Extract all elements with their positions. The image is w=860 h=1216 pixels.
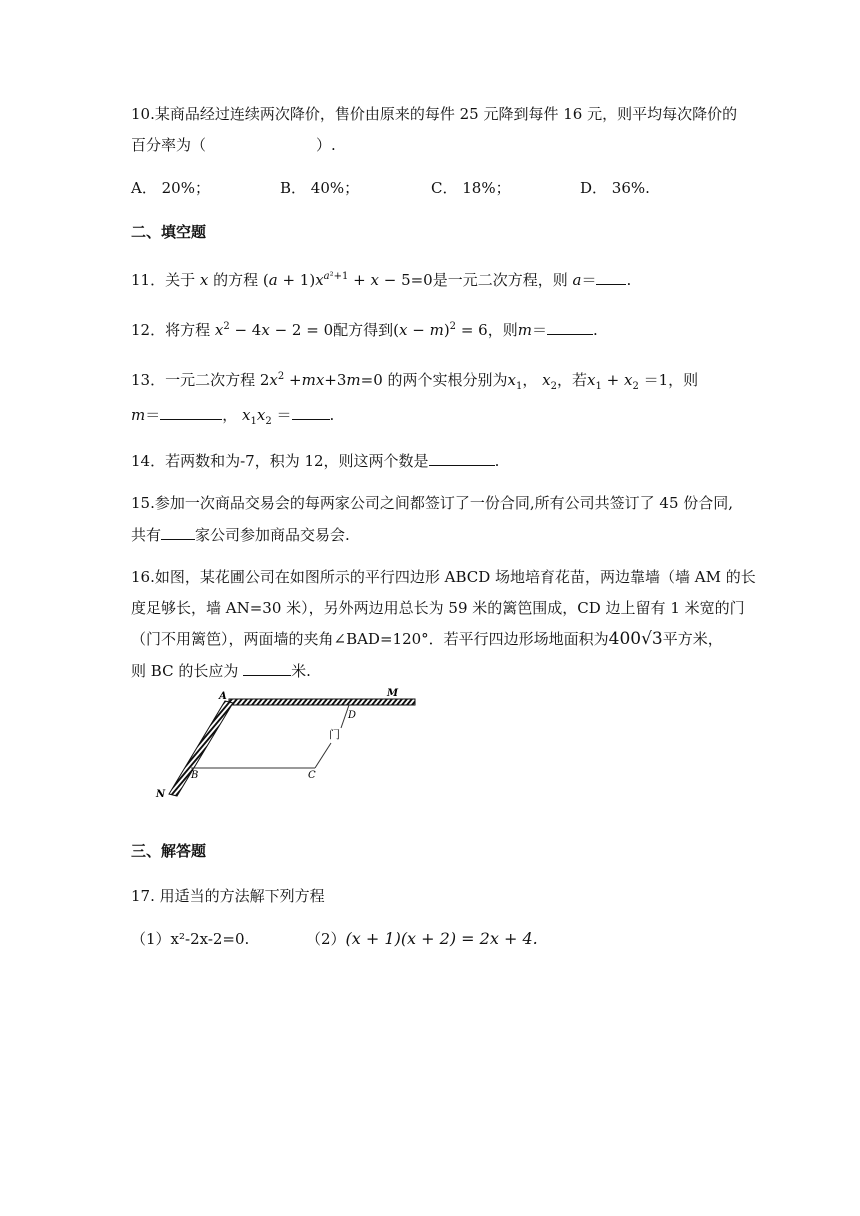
wall-am (229, 699, 415, 705)
q11-equation: $(a + 1)x^{a^2+1} + x - 5=0$ (262, 271, 433, 289)
label-a: A (219, 691, 227, 702)
q10-option-c: C． 18%； (431, 179, 511, 197)
q15-line2 (131, 524, 350, 545)
parallelogram-figure (145, 688, 445, 813)
q10-line2-prefix: 百分率为（ (131, 136, 207, 154)
q14-line (131, 450, 499, 471)
q17-part2-equation: (x + 1)(x + 2) = 2x + 4. (345, 929, 538, 948)
q12-m-var: m＝ (517, 321, 547, 339)
q14-answer-blank[interactable] (429, 450, 495, 466)
q12-equation: $x^2 - 4x - 2 = 0$ (214, 321, 334, 339)
q15-suffix: 家公司参加商品交易会. (195, 526, 350, 544)
q13-prefix: 13．一元二次方程 2 (131, 371, 270, 389)
q15-line1: 15.参加一次商品交易会的每两家公司之间都签订了一份合同,所有公司共签订了 45 份合同, (131, 494, 734, 512)
q13-product: $x_1x_2$ (242, 406, 272, 427)
q13-roots-text: 的两个实根分别为 (387, 371, 508, 389)
q12-suffix: ，则 (487, 321, 518, 339)
q16-line1: 16.如图，某花圃公司在如图所示的平行四边形 ABCD 场地培育花苗，两边靠墙（墙 AM 的长 (131, 568, 756, 586)
q16-line4-unit: 米. (291, 662, 311, 680)
q12-completed-square: $(x - m)^2 = 6$ (393, 321, 488, 339)
label-c: C (308, 770, 316, 781)
q13-then: ＝1，则 (643, 371, 699, 389)
q16-answer-blank[interactable] (243, 660, 291, 676)
q12-mid: 配方得到 (333, 321, 394, 339)
q13-comma: ， (222, 406, 238, 424)
q13-eq2: ＝ (276, 406, 292, 424)
label-n: N (156, 789, 166, 800)
q13-if: ，若 (557, 371, 588, 389)
q11-suffix: 是一元二次方程，则 (432, 271, 573, 289)
q13-end: . (329, 406, 335, 424)
q13-blank-m[interactable] (160, 404, 222, 420)
q12-prefix: 12．将方程 (131, 321, 215, 339)
q14-end: . (494, 452, 500, 470)
q11-prefix: 11．关于 (131, 271, 200, 289)
q11-end: . (626, 271, 632, 289)
section-heading-solve: 三、解答题 (131, 842, 207, 860)
q17-part2 (306, 929, 538, 949)
q13-line1 (131, 370, 698, 390)
q13-m-var: m (131, 406, 146, 424)
q16-line4-text: 则 BC 的长应为 (131, 662, 244, 680)
wall-an (169, 701, 233, 796)
q15-answer-blank[interactable] (161, 524, 195, 540)
q13-eq1: ＝ (145, 406, 161, 424)
q13-x1: $x_1$， $x_2$ (507, 371, 558, 392)
q11-answer-blank[interactable] (596, 269, 626, 285)
q11-answer-var: a (572, 271, 582, 289)
q11-var: x (199, 271, 209, 289)
label-m: M (387, 688, 399, 699)
q15-prefix: 共有 (131, 526, 162, 544)
section-heading-fill-in: 二、填空题 (131, 223, 207, 241)
q16-line3-unit: 平方米， (662, 630, 723, 648)
q16-area-value: 400√3 (608, 629, 663, 649)
label-b: B (191, 770, 199, 781)
q16-line4 (131, 660, 311, 681)
q12-line (131, 319, 598, 340)
q13-sum: $x_1 + x_2$ (587, 371, 639, 392)
q13-equation: $x^2 +mx+3m=0$ (269, 371, 388, 389)
q10-line2 (131, 135, 336, 155)
q16-line3-text: （门不用篱笆），两面墙的夹角∠BAD=120°．若平行四边形场地面积为 (131, 630, 609, 648)
q10-line1: 10.某商品经过连续两次降价，售价由原来的每件 25 元降到每件 16 元，则平均每次降价的 (131, 105, 738, 123)
q17-title: 17. 用适当的方法解下列方程 (131, 887, 325, 905)
q14-text: 14．若两数和为-7，积为 12，则这两个数是 (131, 452, 429, 470)
q13-blank-product[interactable] (292, 404, 330, 420)
q13-line2 (131, 404, 334, 425)
q11-eq: ＝ (581, 271, 597, 289)
q16-line3 (131, 629, 723, 649)
q10-option-d: D． 36%. (580, 179, 650, 197)
q10-option-b: B． 40%； (280, 179, 360, 197)
q12-answer-blank[interactable] (547, 319, 593, 335)
label-d: D (348, 710, 357, 721)
q10-option-a: A． 20%； (131, 179, 210, 197)
label-door: 门 (329, 728, 340, 741)
side-cd-lower (315, 743, 331, 768)
q12-end: . (592, 321, 598, 339)
q17-part1: （1）x²-2x-2=0. (131, 930, 250, 948)
q11-mid: 的方程 (208, 271, 259, 289)
q16-line2: 度足够长，墙 AN=30 米），另外两边用总长为 59 米的篱笆围成，CD 边上留有 1 米宽的门 (131, 599, 745, 617)
q11-line (131, 269, 631, 290)
q17-part2-label: （2） (306, 930, 346, 948)
q10-line2-suffix: ）. (316, 136, 336, 154)
